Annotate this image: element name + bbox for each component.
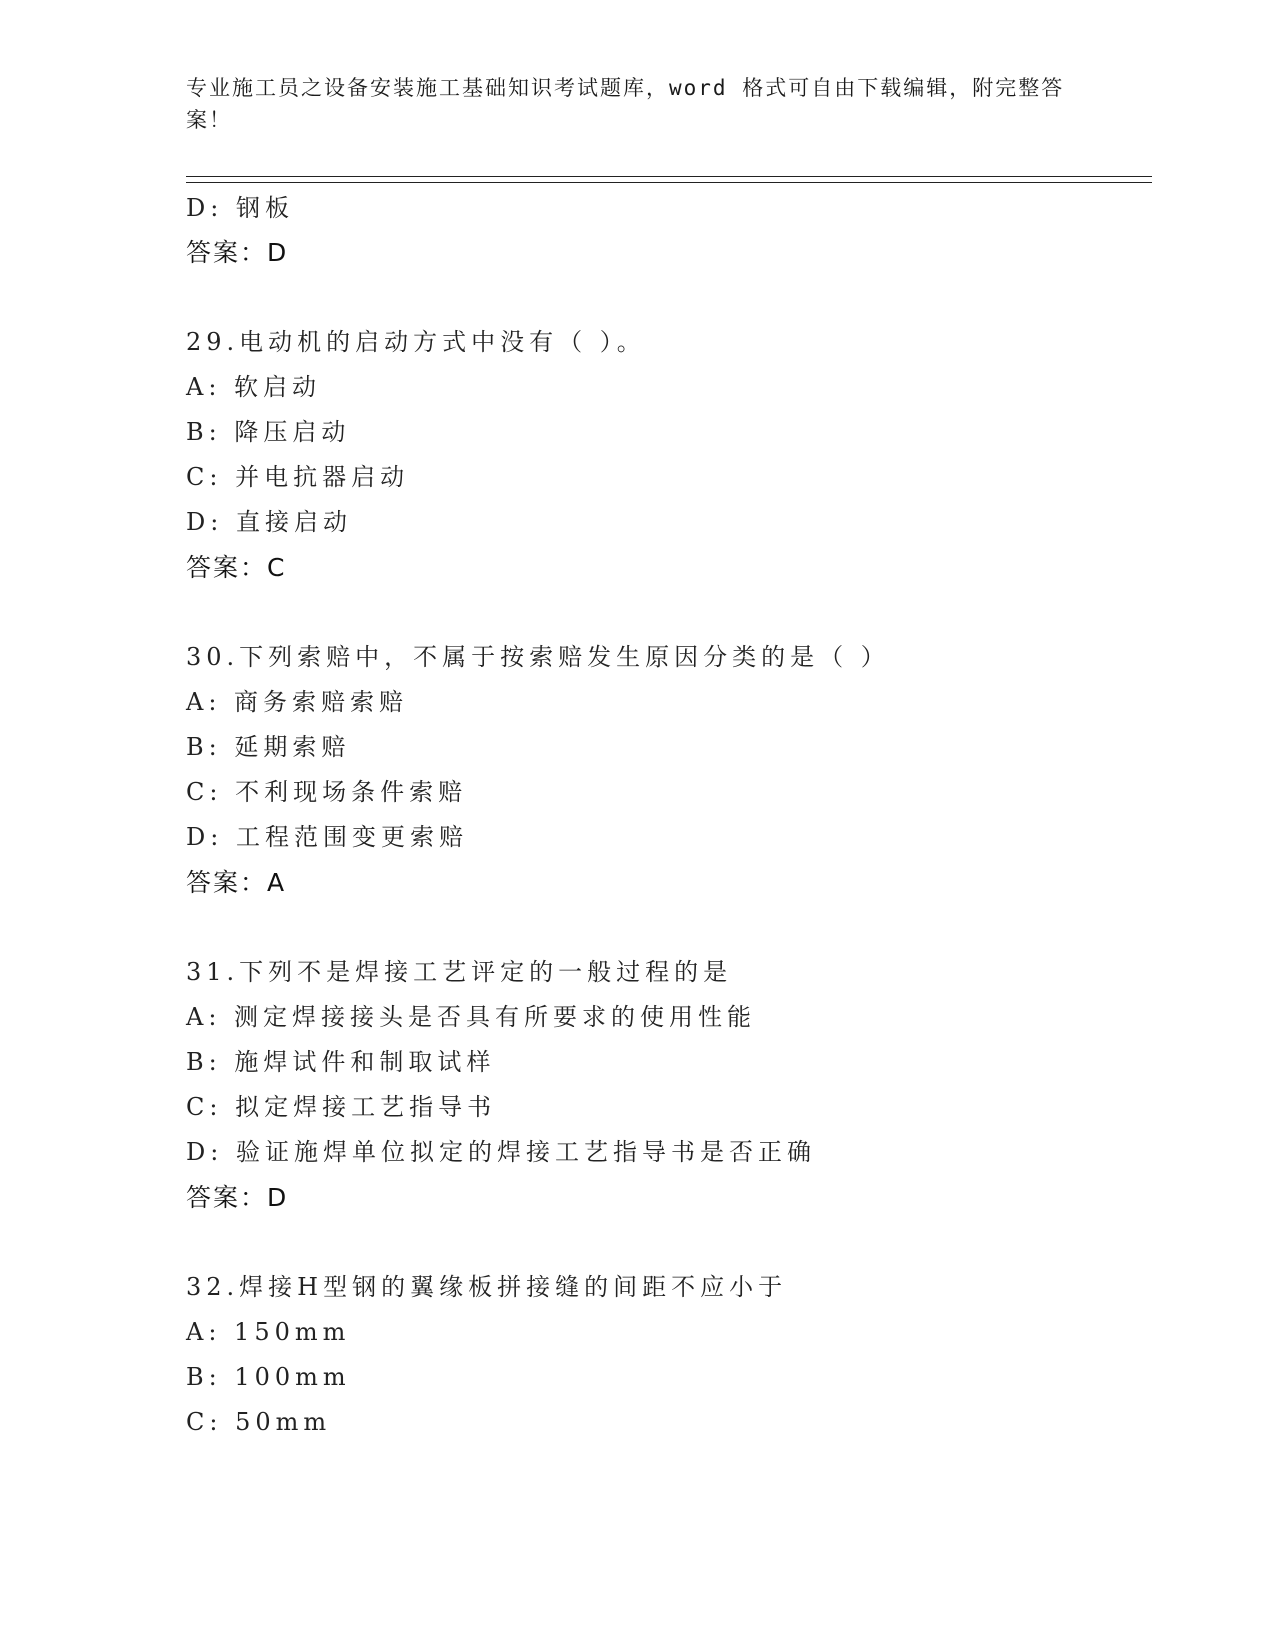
option-b: B: 100mm [186, 1363, 351, 1391]
question-stem: 30.下列索赔中，不属于按索赔发生原因分类的是（ ） [186, 643, 890, 671]
option-a: A: 软启动 [186, 373, 322, 401]
option-d: D: 工程范围变更索赔 [186, 823, 468, 851]
answer-line: 答案：D [186, 238, 289, 267]
question-stem: 31.下列不是焊接工艺评定的一般过程的是 [186, 958, 733, 986]
option-c: C: 50mm [186, 1408, 332, 1436]
option-a: A: 150mm [186, 1318, 351, 1346]
answer-line: 答案：A [186, 868, 287, 897]
option-d: D: 钢板 [186, 194, 294, 222]
option-b: B: 施焊试件和制取试样 [186, 1048, 496, 1076]
option-b: B: 降压启动 [186, 418, 351, 446]
option-c: C: 并电抗器启动 [186, 463, 410, 491]
option-b: B: 延期索赔 [186, 733, 351, 761]
option-a: A: 测定焊接接头是否具有所要求的使用性能 [186, 1003, 757, 1031]
answer-line: 答案：C [186, 553, 287, 582]
header-divider-bottom [186, 182, 1152, 183]
question-stem: 29.电动机的启动方式中没有（ ）。 [186, 328, 646, 356]
option-c: C: 不利现场条件索赔 [186, 778, 468, 806]
answer-line: 答案：D [186, 1183, 289, 1212]
option-d: D: 直接启动 [186, 508, 352, 536]
question-stem: 32.焊接H型钢的翼缘板拼接缝的间距不应小于 [186, 1273, 788, 1301]
option-d: D: 验证施焊单位拟定的焊接工艺指导书是否正确 [186, 1138, 816, 1166]
option-c: C: 拟定焊接工艺指导书 [186, 1093, 497, 1121]
option-a: A: 商务索赔索赔 [186, 688, 409, 716]
header-divider-top [186, 176, 1152, 177]
document-header: 专业施工员之设备安装施工基础知识考试题库，word 格式可自由下载编辑，附完整答案！ [186, 76, 1065, 132]
